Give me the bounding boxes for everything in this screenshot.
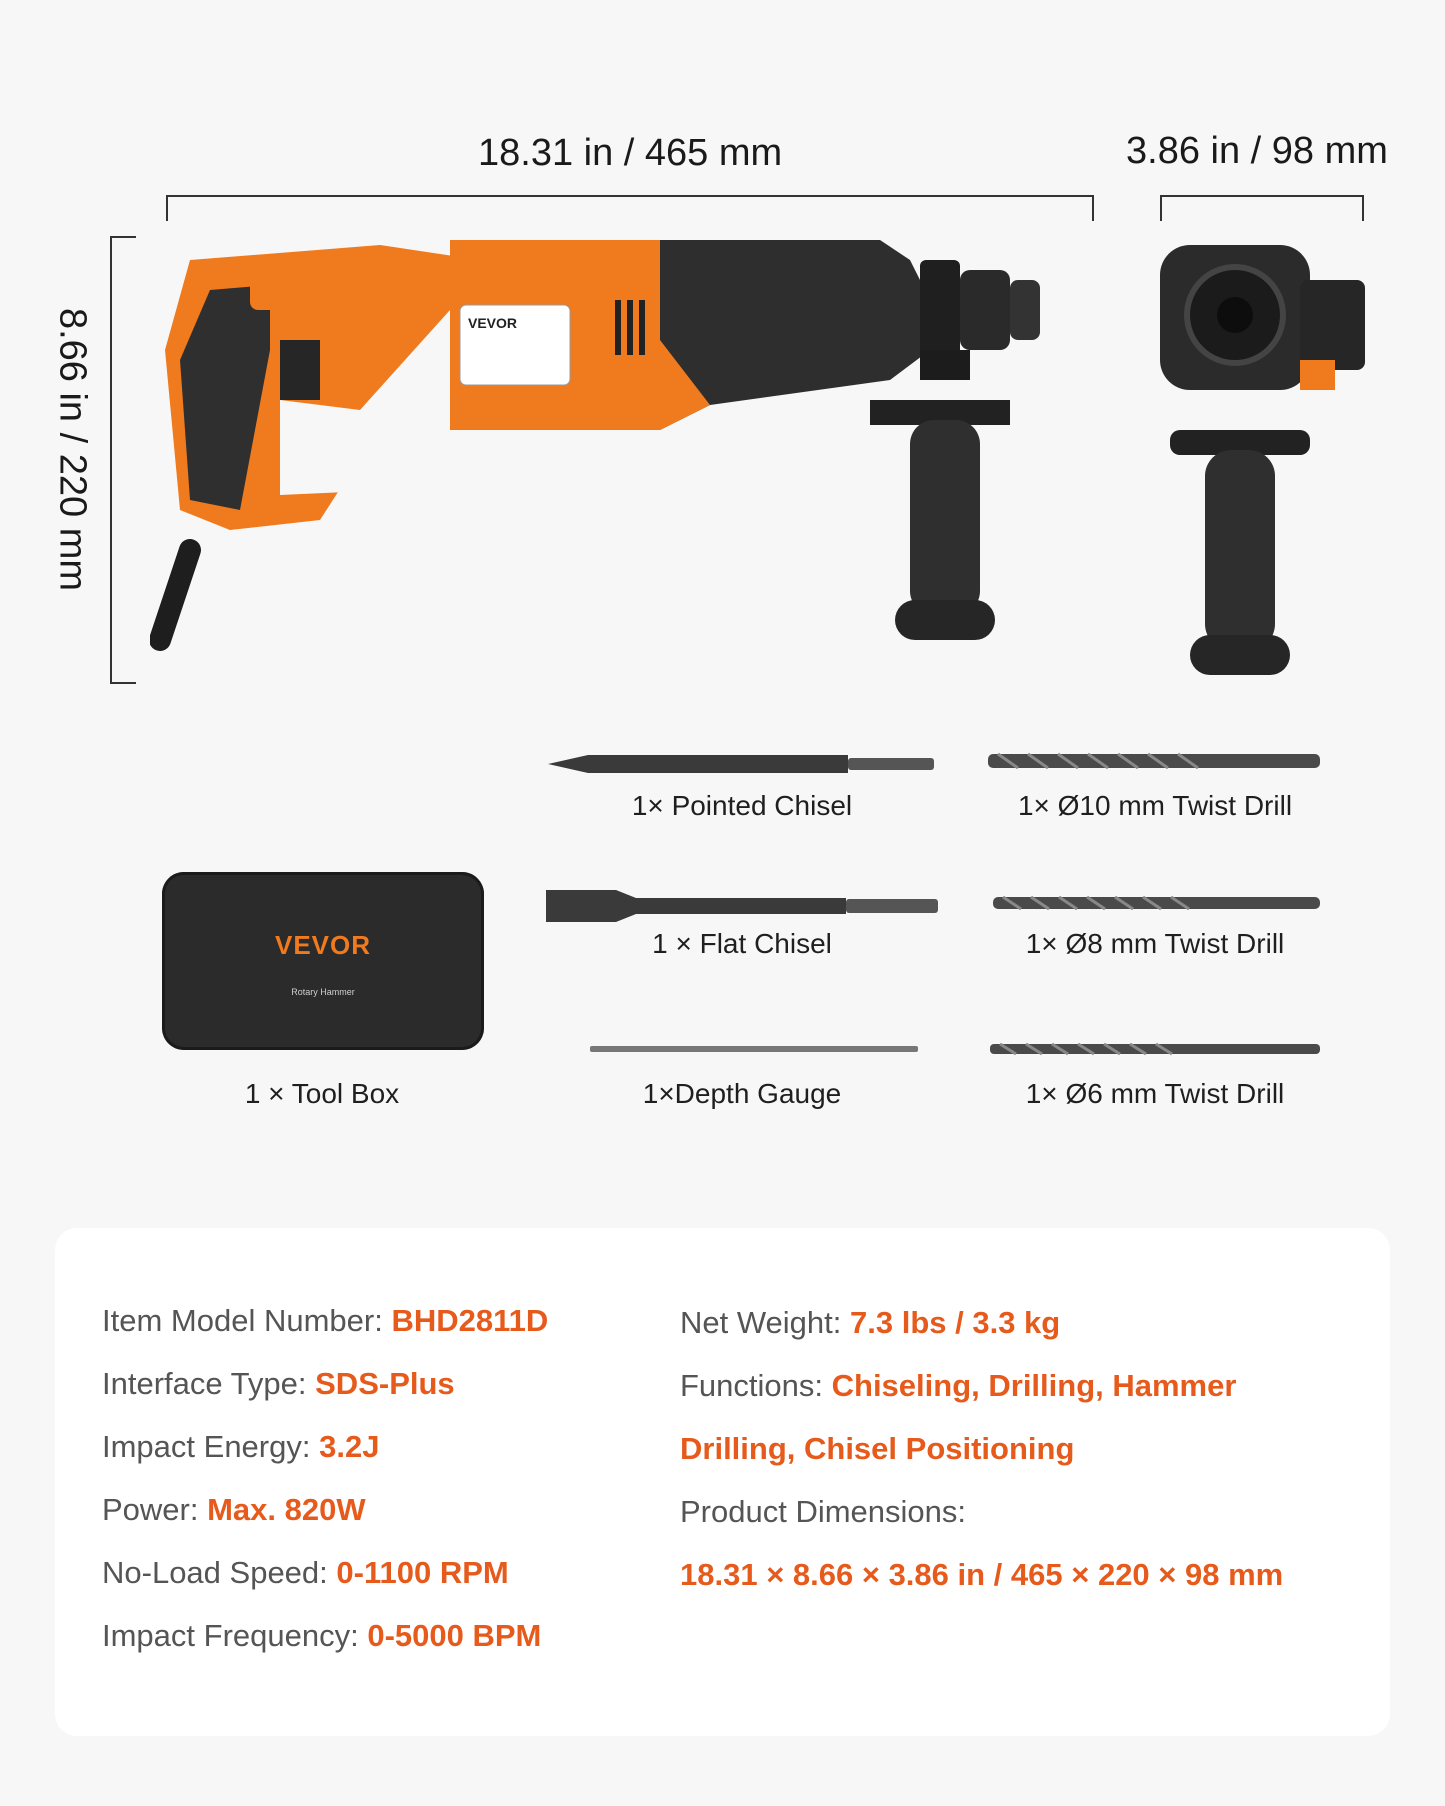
- length-dimension-label: 18.31 in / 465 mm: [478, 132, 783, 174]
- flat-chisel-image: [546, 888, 938, 924]
- rotary-hammer-side-image: [150, 230, 1100, 690]
- flat-chisel-label: 1 × Flat Chisel: [652, 928, 832, 959]
- width-dimension-bracket: [1160, 195, 1364, 221]
- tool-box-brand: VEVOR: [274, 930, 372, 960]
- spec-impact-frequency: Impact Frequency: 0-5000 BPM: [102, 1618, 542, 1653]
- twist-drill-10-label: 1× Ø10 mm Twist Drill: [1017, 790, 1293, 821]
- twist-drill-6-label: 1× Ø6 mm Twist Drill: [1025, 1078, 1285, 1109]
- pointed-chisel-label: 1× Pointed Chisel: [631, 790, 853, 821]
- twist-drill-8-label: 1× Ø8 mm Twist Drill: [1025, 928, 1285, 959]
- spec-functions: Functions: Chiseling, Drilling, Hammer: [680, 1368, 1237, 1403]
- tool-box-label: 1 × Tool Box: [244, 1078, 400, 1109]
- specifications-card: [55, 1228, 1390, 1736]
- width-dimension-label: 3.86 in / 98 mm: [1126, 130, 1388, 172]
- height-dimension-label: 8.66 in / 220 mm: [51, 307, 94, 592]
- tool-box-image: [162, 872, 484, 1050]
- pointed-chisel-image: [548, 752, 934, 776]
- spec-product-dimensions-value: 18.31 × 8.66 × 3.86 in / 465 × 220 × 98 mm: [680, 1557, 1284, 1592]
- twist-drill-10-image: [988, 750, 1320, 772]
- tool-box-caption: Rotary Hammer: [291, 987, 355, 997]
- spec-product-dimensions-label: Product Dimensions:: [680, 1494, 967, 1529]
- spec-no-load-speed: No-Load Speed: 0-1100 RPM: [102, 1555, 509, 1590]
- twist-drill-6-image: [990, 1040, 1320, 1058]
- spec-impact-energy: Impact Energy: 3.2J: [102, 1429, 380, 1464]
- drill-brand-text: VEVOR: [468, 315, 518, 331]
- spec-model: Item Model Number: BHD2811D: [102, 1303, 549, 1338]
- rotary-hammer-front-image: [1150, 240, 1380, 690]
- length-dimension-bracket: [166, 195, 1094, 221]
- spec-functions-continued: Drilling, Chisel Positioning: [680, 1431, 1075, 1466]
- height-dimension-bracket: [110, 236, 136, 684]
- spec-interface: Interface Type: SDS-Plus: [102, 1366, 455, 1401]
- depth-gauge-label: 1×Depth Gauge: [642, 1078, 842, 1109]
- spec-power: Power: Max. 820W: [102, 1492, 366, 1527]
- spec-net-weight: Net Weight: 7.3 lbs / 3.3 kg: [680, 1305, 1061, 1340]
- twist-drill-8-image: [993, 893, 1320, 913]
- depth-gauge-image: [590, 1044, 918, 1054]
